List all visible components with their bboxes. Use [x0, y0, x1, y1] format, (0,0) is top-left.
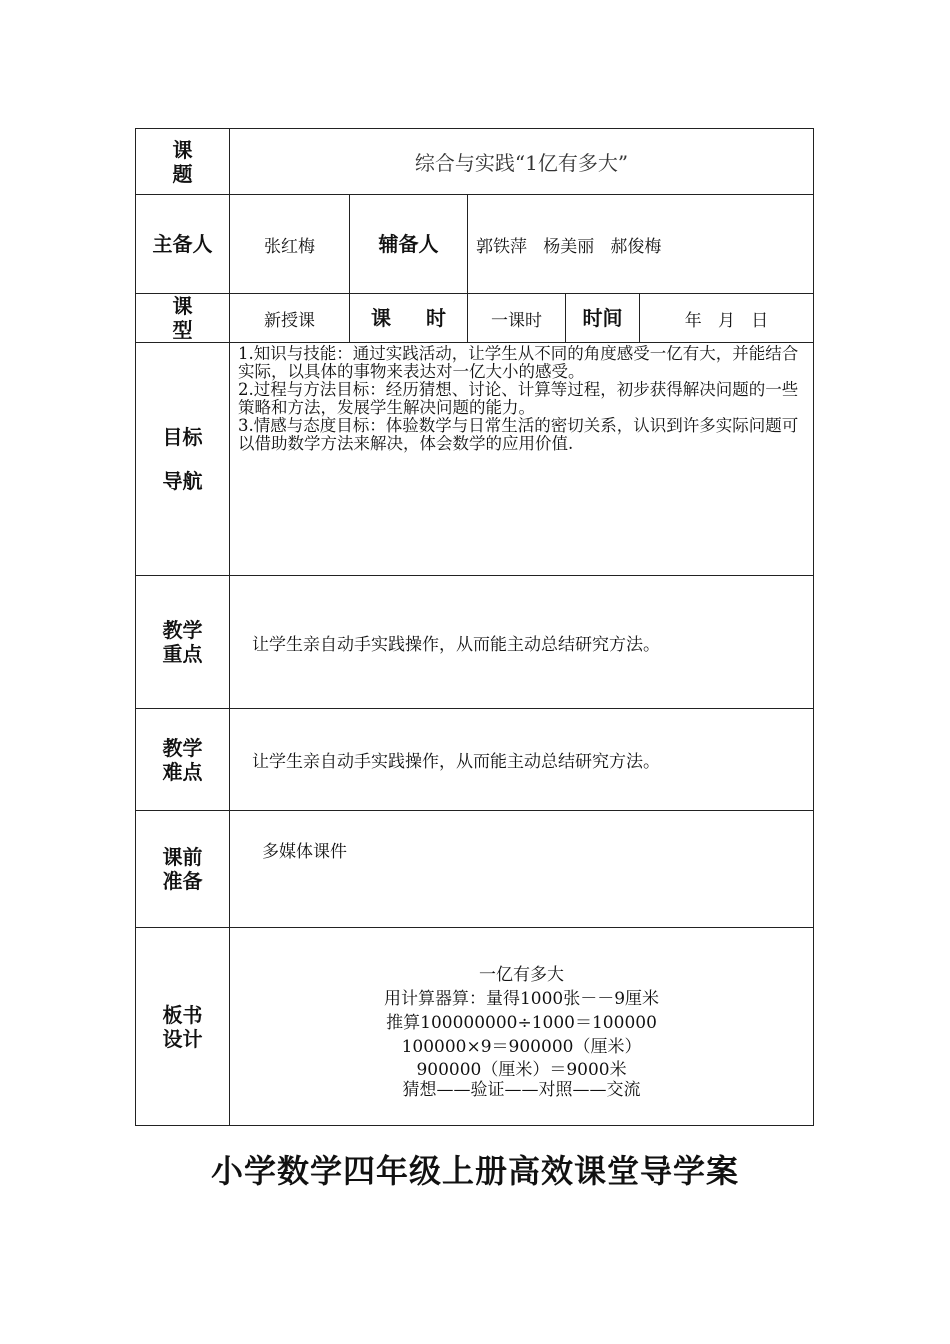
- prep-value: 多媒体课件: [230, 811, 814, 928]
- board-label-line1: 板书: [162, 1002, 203, 1027]
- board-line: 900000（厘米）＝9000米: [416, 1059, 627, 1080]
- difficulties-row: [136, 709, 814, 811]
- topic-label: 课 题: [136, 129, 230, 195]
- difficulties-label-line2: 难点: [162, 759, 203, 784]
- board-content: [230, 928, 814, 1126]
- prep-label-line1: 课前: [162, 845, 203, 869]
- time-value: 年 月 日: [640, 294, 814, 343]
- goal-item: 2.过程与方法目标：经历猜想、讨论、计算等过程，初步获得解决问题的一些策略和方法，发展学生解决问题的能力。: [238, 380, 799, 417]
- assistant-preparer-label: 辅备人: [350, 195, 468, 294]
- goal-item: 3.情感与态度目标：体验数学与日常生活的密切关系，认识到许多实际问题可以借助数学方法来解决，体会数学的应用价值.: [238, 416, 799, 453]
- difficulties-label-line1: 教学: [162, 735, 203, 760]
- lesson-info-row: [136, 294, 814, 343]
- goal-item: 1.知识与技能：通过实践活动，让学生从不同的角度感受一亿有大，并能结合实际，以具体的事物来表达对一亿大小的感受。: [238, 344, 799, 381]
- board-line: 用计算器算：量得1000张－－9厘米: [383, 988, 660, 1009]
- goals-label-line2: 导航: [162, 469, 203, 493]
- board-label: [136, 928, 230, 1126]
- period-label: 课 时: [350, 294, 468, 343]
- main-preparer-value: 张红梅: [230, 195, 350, 294]
- board-line: 推算100000000÷1000＝100000: [386, 1012, 657, 1033]
- goals-content: [230, 343, 814, 576]
- board-line: 100000×9＝900000（厘米）: [401, 1036, 642, 1057]
- period-value: 一课时: [468, 294, 566, 343]
- main-preparer-label: 主备人: [136, 195, 230, 294]
- goals-label-line1: 目标: [162, 425, 203, 449]
- key-points-label-line2: 重点: [162, 642, 203, 666]
- lesson-type-label: 课 型: [136, 294, 230, 343]
- key-points-row: [136, 576, 814, 709]
- document-heading: 小学数学四年级上册高效课堂导学案: [210, 1152, 739, 1190]
- goals-label: [136, 343, 230, 576]
- topic-row: [136, 129, 814, 195]
- goals-row: [136, 343, 814, 576]
- prep-row: [136, 811, 814, 928]
- key-points-label-line1: 教学: [162, 618, 203, 642]
- lesson-type-value: 新授课: [230, 294, 350, 343]
- key-points-value: 让学生亲自动手实践操作，从而能主动总结研究方法。: [230, 576, 814, 709]
- key-points-label: [136, 576, 230, 709]
- time-label: 时间: [566, 294, 640, 343]
- board-line: 猜想——验证——对照——交流: [402, 1079, 641, 1100]
- difficulties-label: [136, 709, 230, 811]
- board-label-line2: 设计: [162, 1026, 203, 1051]
- preparer-row: [136, 195, 814, 294]
- prep-label-line2: 准备: [162, 869, 203, 893]
- prep-label: [136, 811, 230, 928]
- difficulties-value: 让学生亲自动手实践操作，从而能主动总结研究方法。: [230, 709, 814, 811]
- assistant-preparer-value: 郭铁萍 杨美丽 郝俊梅: [468, 195, 814, 294]
- board-line: 一亿有多大: [479, 964, 565, 985]
- board-row: [136, 928, 814, 1126]
- topic-value: 综合与实践“1亿有多大”: [230, 129, 814, 195]
- lesson-plan-table: [135, 128, 814, 1126]
